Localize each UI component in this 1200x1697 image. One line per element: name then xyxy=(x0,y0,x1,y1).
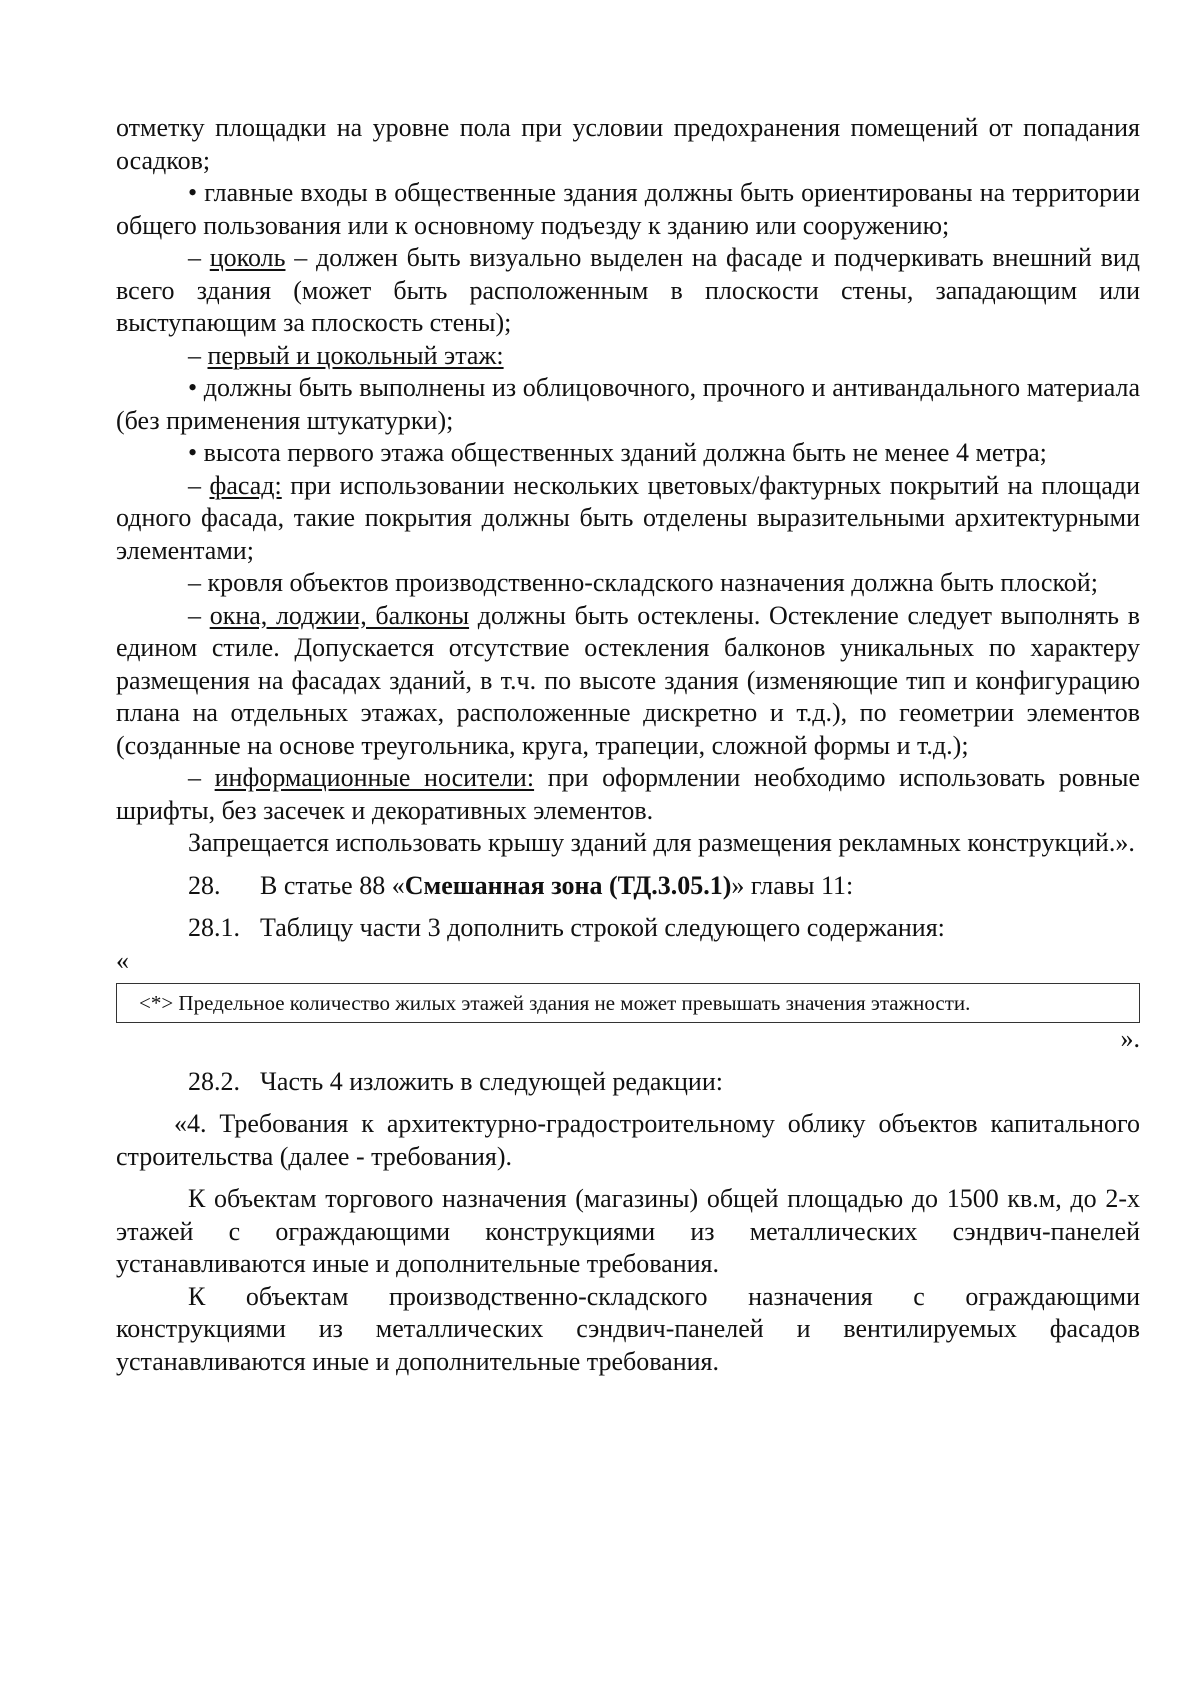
paragraph-warehouse-objects: К объектам производственно-складского назначения с ограждающими конструкциями из металлических сэндвич-панелей и вентилируемых фасадов устанавливаются иные и дополнительные требования. xyxy=(116,1281,1140,1376)
paragraph-info-carriers xyxy=(116,762,1140,827)
item-number: 28.1. xyxy=(188,913,240,942)
open-quote: « xyxy=(116,945,129,975)
dash: – xyxy=(188,763,201,792)
paragraph-trade-objects: К объектам торгового назначения (магазины) общей площадью до 1500 кв.м, до 2-х этажей с ограждающими конструкциями из металлических сэндвич-панелей устанавливаются иные и дополнительные требования. xyxy=(116,1184,1140,1278)
bullet-icon xyxy=(188,373,197,402)
paragraph-text: при оформлении необходимо использовать ровные шрифты, без засечек и декоративных элементов. xyxy=(116,763,1140,825)
paragraph-text: главные входы в общественные здания должны быть ориентированы на территории общего пользования или к основному подъезду к зданию или сооружению; xyxy=(116,178,1140,240)
term-info-carriers: информационные носители: xyxy=(214,763,535,792)
paragraph-requirements-title: «4. Требования к архитектурно-градостроительному облику объектов капитального строительства (далее - требования). xyxy=(116,1109,1140,1171)
paragraph-floor-level: отметку площадки на уровне пола при условии предохранения помещений от попадания осадков; xyxy=(116,113,1140,175)
dash: – xyxy=(188,340,201,370)
term-facade: фасад: xyxy=(209,470,282,500)
paragraph-first-floor xyxy=(116,340,1140,373)
paragraph-facade xyxy=(116,470,1140,568)
paragraph-text: – должен быть визуально выделен на фасаде и подчеркивать внешний вид всего здания (может быть расположенным в плоскости стены, западающим или выступающим за плоскость стены); xyxy=(116,243,1140,337)
dash: – xyxy=(188,470,201,500)
paragraph-plinth xyxy=(116,242,1140,340)
paragraph-cladding xyxy=(116,372,1140,437)
item-number: 28. xyxy=(188,870,221,900)
close-quote: ». xyxy=(1120,1024,1140,1053)
paragraph-text: при использовании нескольких цветовых/фактурных покрытий на площади одного фасада, такие покрытия должны быть отделены выразительными архитектурными элементами; xyxy=(116,470,1141,565)
paragraph-windows xyxy=(116,600,1140,763)
document-page xyxy=(116,112,1140,1378)
paragraph-text: Таблицу части 3 дополнить строкой следующего содержания: xyxy=(260,913,945,942)
paragraph-article-88 xyxy=(116,870,1140,903)
paragraph-roof-advertising: Запрещается использовать крышу зданий для размещения рекламных конструкций.». xyxy=(188,828,1135,857)
table-row-box: <*> Предельное количество жилых этажей здания не может превышать значения этажности. xyxy=(116,983,1140,1023)
term-first-floor: первый и цокольный этаж: xyxy=(207,340,504,370)
term-windows: окна, лоджии, балконы xyxy=(209,600,470,630)
term-plinth: цоколь xyxy=(209,243,286,272)
dash: – xyxy=(188,600,201,630)
dash: – xyxy=(188,243,201,272)
paragraph-text: » главы 11: xyxy=(731,870,854,900)
paragraph-text: должны быть выполнены из облицовочного, прочного и антивандального материала (без применения штукатурки); xyxy=(116,373,1140,435)
bullet-icon xyxy=(188,178,197,207)
zone-name: Смешанная зона (ТД.3.05.1) xyxy=(404,870,732,900)
paragraph-28-2 xyxy=(116,1066,1140,1099)
paragraph-main-entrances xyxy=(116,177,1140,242)
paragraph-28-1 xyxy=(116,912,1140,945)
paragraph-text: высота первого этажа общественных зданий должна быть не менее 4 метра; xyxy=(203,438,1047,467)
paragraph-text: должны быть остеклены. Остекление следует выполнять в едином стиле. Допускается отсутствие остекления балконов уникальных по характеру размещения на фасадах зданий, в т.ч. по высоте здания (изменяющие тип и конфигурацию плана на отдельных этажах, расположенные дискретно и т.д.), по геометрии элементов (созданные на основе треугольника, круга, трапеции, сложной формы и т.д.); xyxy=(116,600,1141,760)
paragraph-first-floor-height xyxy=(116,437,1140,470)
item-number: 28.2. xyxy=(188,1066,240,1096)
paragraph-text: Часть 4 изложить в следующей редакции: xyxy=(260,1066,723,1096)
paragraph-text: В статье 88 « xyxy=(260,870,405,900)
paragraph-roof: – кровля объектов производственно-складского назначения должна быть плоской; xyxy=(188,568,1098,597)
bullet-icon xyxy=(188,438,197,467)
